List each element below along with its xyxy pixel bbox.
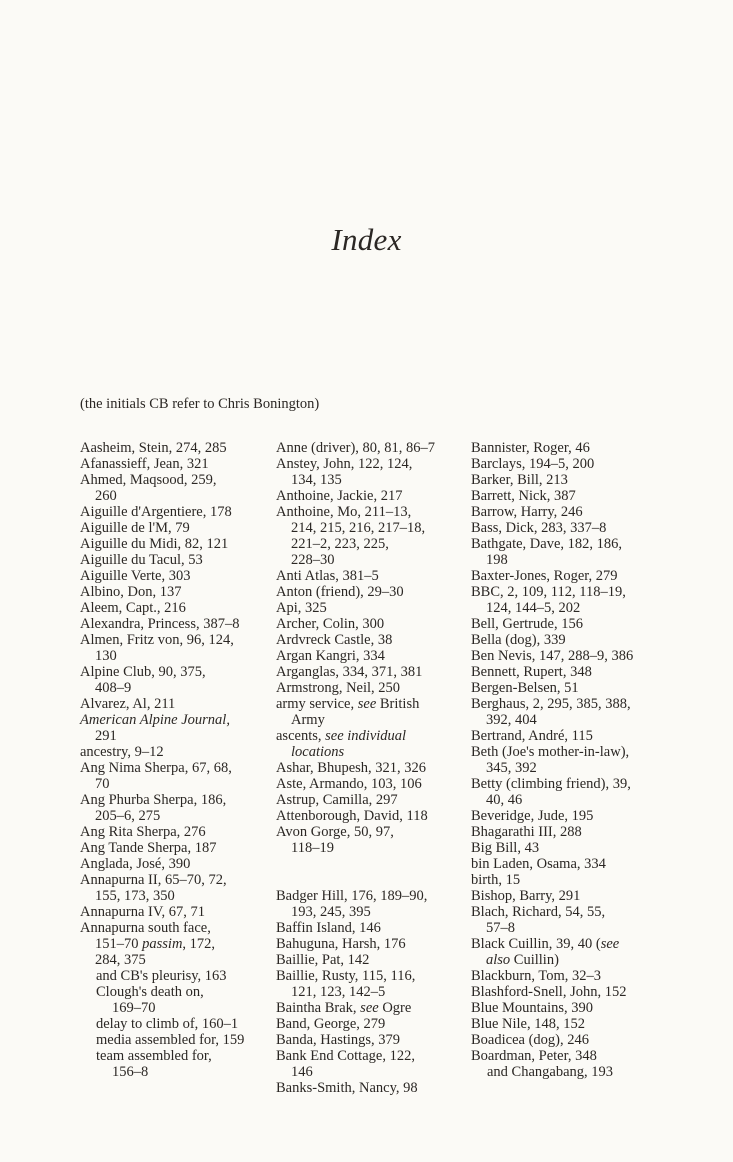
index-line: Anglada, José, 390 <box>80 856 191 872</box>
index-column-3 <box>471 440 671 1080</box>
index-line: Boardman, Peter, 348 <box>471 1048 597 1064</box>
index-line: Bathgate, Dave, 182, 186, <box>471 536 623 552</box>
index-line: Aiguille du Midi, 82, 121 <box>80 536 229 552</box>
index-line: 70 <box>95 776 110 792</box>
index-line: 40, 46 <box>486 792 523 808</box>
index-line: 221–2, 223, 225, <box>291 536 389 552</box>
index-line: Ang Tande Sherpa, 187 <box>80 840 217 856</box>
index-line: locations <box>291 744 345 760</box>
index-line: Bahuguna, Harsh, 176 <box>276 936 406 952</box>
index-line: Army <box>291 712 325 728</box>
index-line: 169–70 <box>112 1000 156 1016</box>
index-line: Black Cuillin, 39, 40 (see <box>471 936 620 952</box>
index-line: Band, George, 279 <box>276 1016 386 1032</box>
index-line: Anne (driver), 80, 81, 86–7 <box>276 440 436 456</box>
index-line: Ben Nevis, 147, 288–9, 386 <box>471 648 634 664</box>
index-line: 228–30 <box>291 552 335 568</box>
index-line: Barker, Bill, 213 <box>471 472 568 488</box>
index-line: Bell, Gertrude, 156 <box>471 616 583 632</box>
index-line: Blackburn, Tom, 32–3 <box>471 968 602 984</box>
index-line: Baillie, Rusty, 115, 116, <box>276 968 416 984</box>
index-line: Alpine Club, 90, 375, <box>80 664 206 680</box>
index-line: Albino, Don, 137 <box>80 584 182 600</box>
index-line: Almen, Fritz von, 96, 124, <box>80 632 234 648</box>
index-line: birth, 15 <box>471 872 521 888</box>
index-line: Armstrong, Neil, 250 <box>276 680 401 696</box>
index-line: Barrett, Nick, 387 <box>471 488 576 504</box>
index-line: army service, see British <box>276 696 420 712</box>
index-line: Blue Mountains, 390 <box>471 1000 594 1016</box>
page-title: Index <box>331 222 402 257</box>
index-line: Anstey, John, 122, 124, <box>276 456 413 472</box>
index-line: 260 <box>95 488 117 504</box>
index-line: 130 <box>95 648 117 664</box>
index-line: Ang Nima Sherpa, 67, 68, <box>80 760 232 776</box>
index-line: 57–8 <box>486 920 515 936</box>
index-line: Annapurna IV, 67, 71 <box>80 904 205 920</box>
index-line: and Changabang, 193 <box>487 1064 614 1080</box>
index-line: 291 <box>95 728 117 744</box>
index-line: Aiguille Verte, 303 <box>80 568 191 584</box>
index-line: Bass, Dick, 283, 337–8 <box>471 520 607 536</box>
index-line: 156–8 <box>112 1064 149 1080</box>
index-line: ancestry, 9–12 <box>80 744 164 760</box>
index-line: Bertrand, André, 115 <box>471 728 593 744</box>
index-line: Astrup, Camilla, 297 <box>276 792 398 808</box>
index-line <box>276 872 470 888</box>
index-line: 121, 123, 142–5 <box>291 984 386 1000</box>
index-line: Aste, Armando, 103, 106 <box>276 776 422 792</box>
index-line: Ang Phurba Sherpa, 186, <box>80 792 227 808</box>
index-note: (the initials CB refer to Chris Bonington) <box>80 396 320 412</box>
index-line: Blach, Richard, 54, 55, <box>471 904 606 920</box>
index-line: Api, 325 <box>276 600 327 616</box>
index-line: Bhagarathi III, 288 <box>471 824 582 840</box>
index-line: American Alpine Journal, <box>80 712 230 728</box>
index-line: 124, 144–5, 202 <box>486 600 581 616</box>
index-line: Alvarez, Al, 211 <box>80 696 176 712</box>
index-line: 284, 375 <box>95 952 146 968</box>
index-line: BBC, 2, 109, 112, 118–19, <box>471 584 626 600</box>
index-line: Afanassieff, Jean, 321 <box>80 456 209 472</box>
index-line: Bennett, Rupert, 348 <box>471 664 592 680</box>
index-line: 134, 135 <box>291 472 342 488</box>
index-line: Aasheim, Stein, 274, 285 <box>80 440 227 456</box>
index-line: Attenborough, David, 118 <box>276 808 428 824</box>
index-line: team assembled for, <box>96 1048 212 1064</box>
index-line: Aiguille d'Argentiere, 178 <box>80 504 232 520</box>
index-line: Banks-Smith, Nancy, 98 <box>276 1080 418 1096</box>
index-line: Bishop, Barry, 291 <box>471 888 581 904</box>
index-line: Baintha Brak, see Ogre <box>276 1000 412 1016</box>
index-line: Badger Hill, 176, 189–90, <box>276 888 428 904</box>
index-line: also Cuillin) <box>486 952 559 968</box>
index-line: Avon Gorge, 50, 97, <box>276 824 394 840</box>
index-line: Archer, Colin, 300 <box>276 616 385 632</box>
index-line: Berghaus, 2, 295, 385, 388, <box>471 696 631 712</box>
index-line <box>276 856 470 872</box>
index-line: Anton (friend), 29–30 <box>276 584 404 600</box>
index-line: Anti Atlas, 381–5 <box>276 568 379 584</box>
index-line: media assembled for, 159 <box>96 1032 245 1048</box>
index-line: bin Laden, Osama, 334 <box>471 856 606 872</box>
index-line: 151–70 passim, 172, <box>95 936 216 952</box>
index-line: Ardvreck Castle, 38 <box>276 632 393 648</box>
index-line: Anthoine, Mo, 211–13, <box>276 504 412 520</box>
index-line: 214, 215, 216, 217–18, <box>291 520 426 536</box>
index-line: Ashar, Bhupesh, 321, 326 <box>276 760 427 776</box>
index-line: and CB's pleurisy, 163 <box>96 968 227 984</box>
index-line: 146 <box>291 1064 313 1080</box>
index-line: ascents, see individual <box>276 728 407 744</box>
index-line: Boadicea (dog), 246 <box>471 1032 589 1048</box>
index-line: Beveridge, Jude, 195 <box>471 808 594 824</box>
index-line: 408–9 <box>95 680 132 696</box>
index-line: Bergen-Belsen, 51 <box>471 680 579 696</box>
index-line: Baillie, Pat, 142 <box>276 952 370 968</box>
index-line: Beth (Joe's mother-in-law), <box>471 744 630 760</box>
index-line: Baffin Island, 146 <box>276 920 381 936</box>
index-line: Annapurna II, 65–70, 72, <box>80 872 227 888</box>
index-line: Annapurna south face, <box>80 920 211 936</box>
index-line: Betty (climbing friend), 39, <box>471 776 631 792</box>
index-line: Ang Rita Sherpa, 276 <box>80 824 206 840</box>
index-line: Aiguille du Tacul, 53 <box>80 552 203 568</box>
index-line: 392, 404 <box>486 712 537 728</box>
index-line: Bannister, Roger, 46 <box>471 440 590 456</box>
index-line: Blashford-Snell, John, 152 <box>471 984 627 1000</box>
index-line: 345, 392 <box>486 760 537 776</box>
index-line: Clough's death on, <box>96 984 204 1000</box>
index-line: Ahmed, Maqsood, 259, <box>80 472 217 488</box>
index-line: 193, 245, 395 <box>291 904 371 920</box>
index-line: Barrow, Harry, 246 <box>471 504 583 520</box>
index-line: Aleem, Capt., 216 <box>80 600 186 616</box>
index-line: Aiguille de l'M, 79 <box>80 520 190 536</box>
index-line: Baxter-Jones, Roger, 279 <box>471 568 618 584</box>
index-line: Bank End Cottage, 122, <box>276 1048 415 1064</box>
index-line: 198 <box>486 552 508 568</box>
index-line: Big Bill, 43 <box>471 840 540 856</box>
index-line: Argan Kangri, 334 <box>276 648 385 664</box>
index-line: Bella (dog), 339 <box>471 632 566 648</box>
index-line: Alexandra, Princess, 387–8 <box>80 616 240 632</box>
index-line: 205–6, 275 <box>95 808 161 824</box>
index-line: delay to climb of, 160–1 <box>96 1016 239 1032</box>
index-line: Banda, Hastings, 379 <box>276 1032 401 1048</box>
index-line: Anthoine, Jackie, 217 <box>276 488 403 504</box>
index-line: 155, 173, 350 <box>95 888 175 904</box>
index-column-1 <box>80 440 275 1080</box>
index-line: Barclays, 194–5, 200 <box>471 456 595 472</box>
index-line: 118–19 <box>291 840 334 856</box>
index-line: Arganglas, 334, 371, 381 <box>276 664 423 680</box>
index-column-2 <box>276 440 470 1096</box>
index-line: Blue Nile, 148, 152 <box>471 1016 585 1032</box>
